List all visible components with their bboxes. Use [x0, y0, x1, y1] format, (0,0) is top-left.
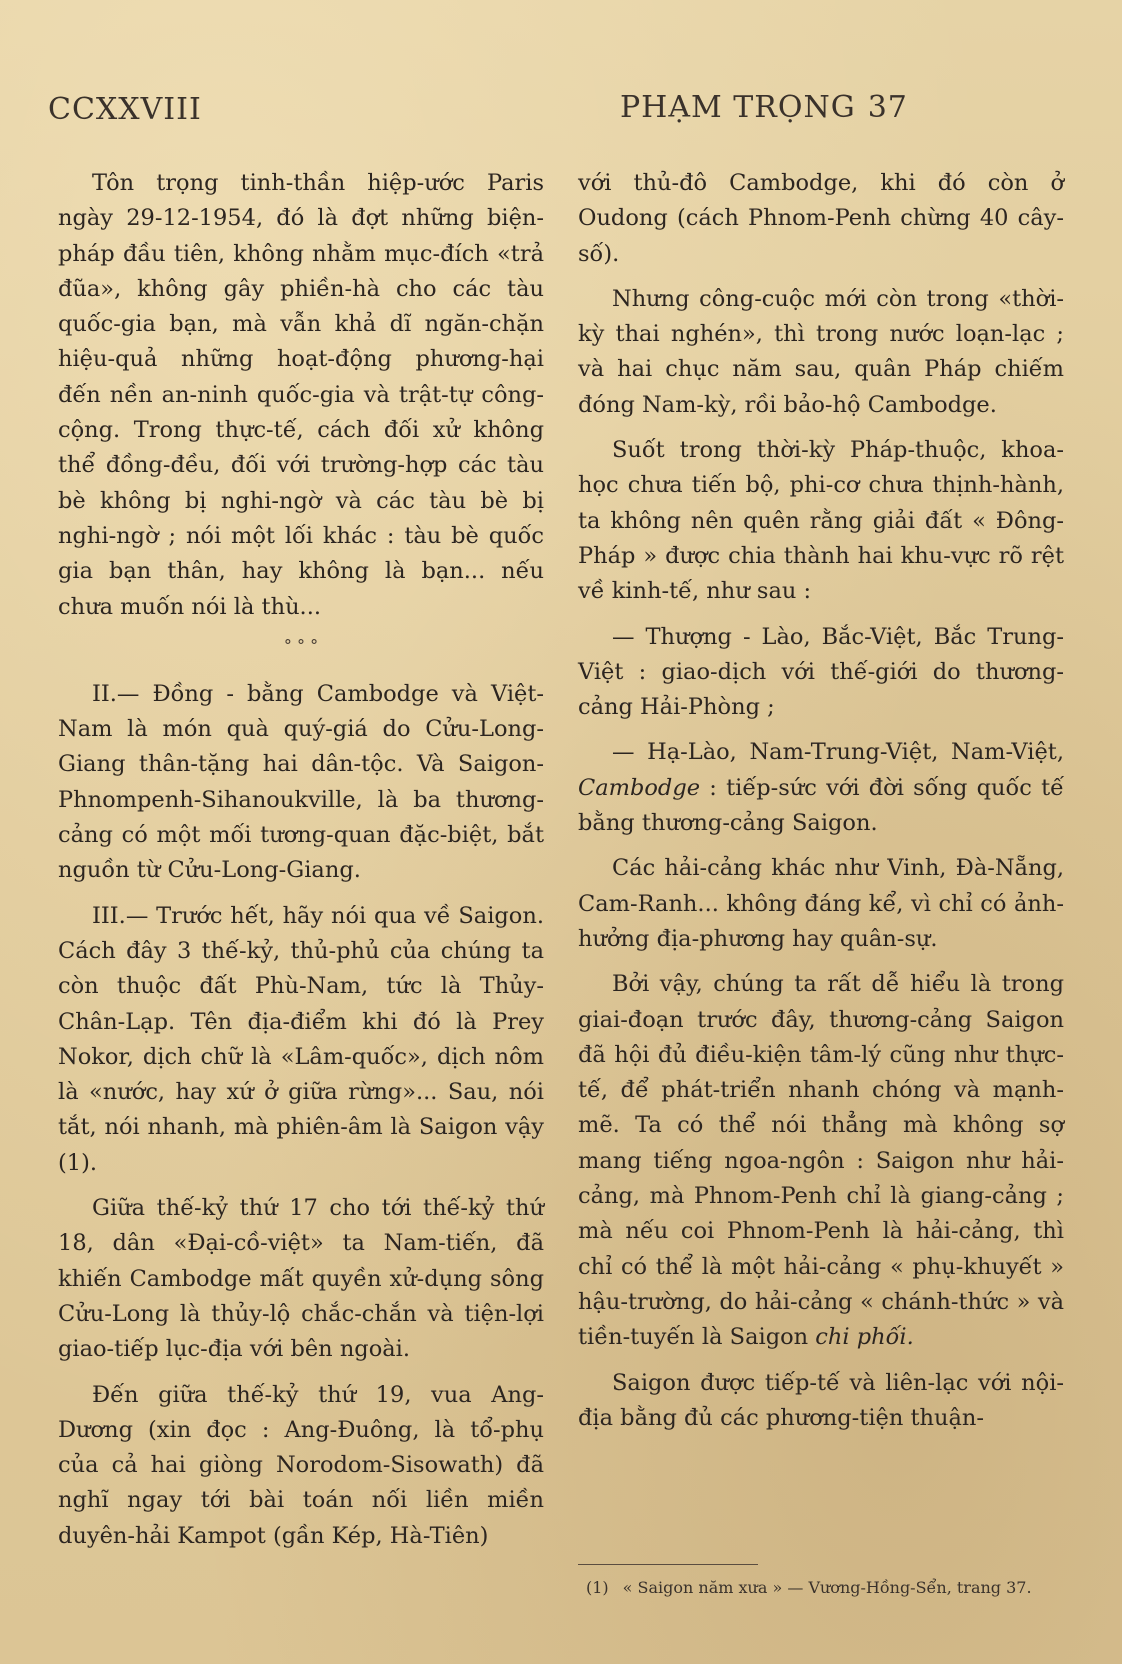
- italic-text: chi phối.: [815, 1324, 914, 1351]
- page-number: 37: [867, 90, 908, 125]
- paragraph: Saigon được tiếp-tế và liên-lạc với nội-địa bằng đủ các phương-tiện thuận-: [578, 1369, 1064, 1431]
- paragraph: với thủ-đô Cambodge, khi đó còn ở Oudong (cách Phnom-Penh chừng 40 cây-số).: [578, 170, 1064, 267]
- paragraph: Nhưng công-cuộc mới còn trong «thời-kỳ thai nghén», thì trong nước loạn-lạc ; và hai chục năm sau, quân Pháp chiếm đóng Nam-kỳ, rồi bảo-hộ Cambodge.: [578, 285, 1064, 418]
- italic-text: Cambodge: [578, 774, 701, 801]
- paragraph: III.— Trước hết, hãy nói qua về Saigon. Cách đây 3 thế-kỷ, thủ-phủ của chúng ta còn thuộc đất Phù-Nam, tức là Thủy-Chân-Lạp. Tên địa-điểm khi đó là Prey Nokor, dịch chữ là «Lâm-quốc», dịch nôm là «nước, hay xứ ở giữa rừng»... Sau, nói tắt, nói nhanh, mà phiên-âm là Saigon vậy (1).: [58, 902, 544, 1176]
- page-folio-left: CCXXVIII: [48, 92, 202, 127]
- text-run: — Hạ-Lào, Nam-Trung-Việt, Nam-Việt,: [612, 739, 1064, 766]
- paragraph: Suốt trong thời-kỳ Pháp-thuộc, khoa-học chưa tiến bộ, phi-cơ chưa thịnh-hành, ta không nên quên rằng giải đất « Đông-Pháp » được chia thành hai khu-vực rõ rệt về kinh-tế, như sau :: [578, 437, 1064, 605]
- section-ornament: ° ° °: [283, 635, 319, 655]
- paragraph: [578, 735, 1064, 841]
- running-header-right: [620, 90, 908, 125]
- paragraph: II.— Đồng - bằng Cambodge và Việt-Nam là món quà quý-giá do Cửu-Long-Giang thân-tặng hai dân-tộc. Và Saigon-Phnompenh-Sihanoukville, là ba thương-cảng có một mối tương-quan đặc-biệt, bắt nguồn từ Cửu-Long-Giang.: [58, 680, 544, 884]
- paragraph: [578, 967, 1064, 1355]
- footnote: [586, 1572, 1066, 1604]
- running-title: PHẠM TRỌNG: [620, 90, 856, 125]
- text-run: : tiếp-sức với đời sống quốc tế bằng thương-cảng Saigon.: [578, 774, 1064, 837]
- text-run: Bởi vậy, chúng ta rất dễ hiểu là trong giai-đoạn trước đây, thương-cảng Saigon đã hội đủ điều-kiện tâm-lý cũng như thực-tế, để phát-triển nhanh chóng và mạnh-mẽ. Ta có thể nói thẳng mà không sợ mang tiếng ngoa-ngôn : Saigon như hải-cảng, mà Phnom-Penh chỉ là giang-cảng ; mà nếu coi Phnom-Penh là hải-cảng, thì chỉ có thể là một hải-cảng « phụ-khuyết » hậu-trường, do hải-cảng « chánh-thức » và tiền-tuyến là Saigon: [578, 971, 1064, 1351]
- paragraph: Đến giữa thế-kỷ thứ 19, vua Ang-Dương (xin đọc : Ang-Đuông, là tổ-phụ của cả hai giòng Norodom-Sisowath) đã nghĩ ngay tới bài toán nối liền miền duyên-hải Kampot (gần Kép, Hà-Tiên): [58, 1381, 544, 1549]
- footnote-text: « Saigon năm xưa » — Vương-Hồng-Sển, trang 37.: [622, 1578, 1032, 1597]
- left-column: [58, 166, 544, 1564]
- paragraph: Giữa thế-kỷ thứ 17 cho tới thế-kỷ thứ 18, dân «Đại-cồ-việt» ta Nam-tiến, đã khiến Cambodge mất quyền xử-dụng sông Cửu-Long là thủy-lộ chắc-chắn và tiện-lợi giao-tiếp lục-địa với bên ngoài.: [58, 1195, 544, 1363]
- footnote-rule: [578, 1564, 758, 1565]
- footnote-mark: (1): [586, 1578, 609, 1597]
- paragraph: Các hải-cảng khác như Vinh, Đà-Nẵng, Cam-Ranh... không đáng kể, vì chỉ có ảnh-hưởng địa-phương hay quân-sự.: [578, 855, 1064, 952]
- paragraph: — Thượng - Lào, Bắc-Việt, Bắc Trung-Việt : giao-dịch với thế-giới do thương-cảng Hải-Phòng ;: [578, 623, 1064, 721]
- paragraph: Tôn trọng tinh-thần hiệp-ước Paris ngày 29-12-1954, đó là đợt những biện-pháp đầu tiên, không nhằm mục-đích «trả đũa», không gây phiền-hà cho các tàu quốc-gia bạn, mà vẫn khả dĩ ngăn-chặn hiệu-quả những hoạt-động phương-hại đến nền an-ninh quốc-gia và trật-tự công-cộng. Trong thực-tế, cách đối xử không thể đồng-đều, đối với trường-hợp các tàu bè không bị nghi-ngờ và các tàu bè bị nghi-ngờ ; nói một lối khác : tàu bè quốc gia bạn thân, hay không là bạn... nếu chưa muốn nói là thù...: [58, 170, 544, 620]
- right-column: [578, 166, 1064, 1446]
